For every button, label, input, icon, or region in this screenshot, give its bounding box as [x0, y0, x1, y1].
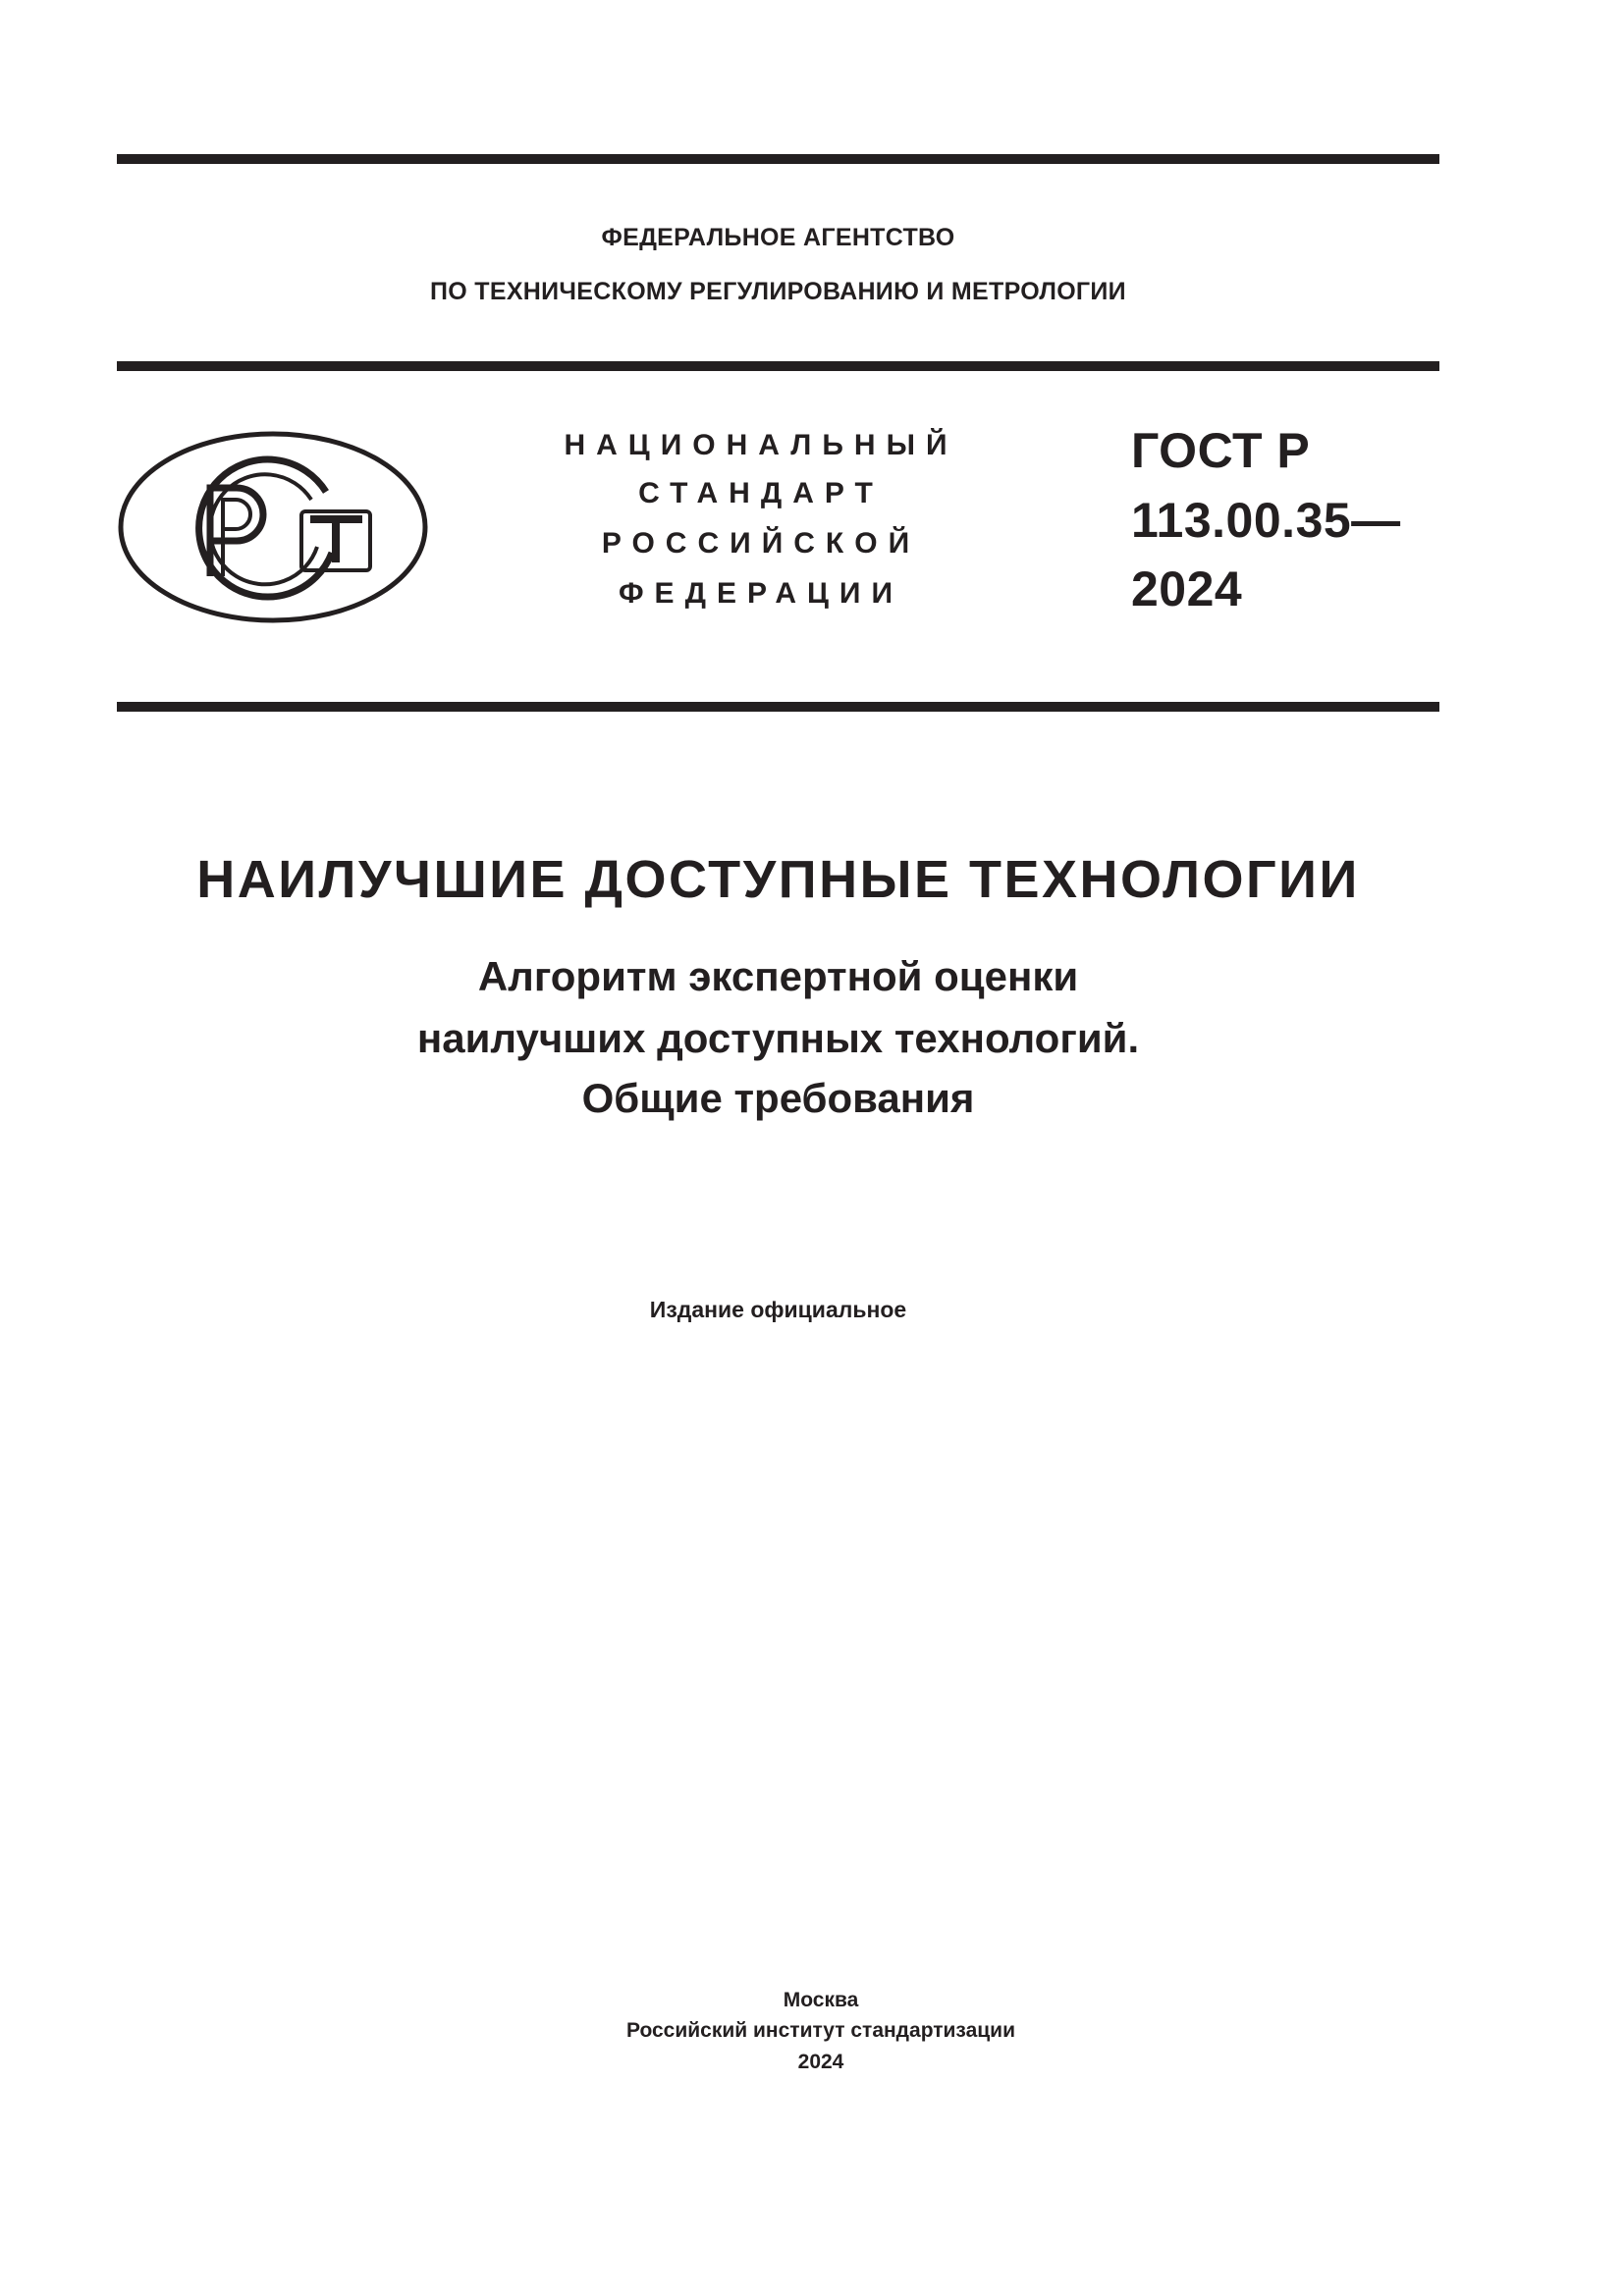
document-main-title: НАИЛУЧШИЕ ДОСТУПНЫЕ ТЕХНОЛОГИИ: [196, 850, 1360, 909]
rst-logo-icon: [117, 429, 429, 625]
edition-label: Издание официальное: [649, 1297, 907, 1322]
imprint-city: Москва: [783, 1989, 859, 2011]
title-rule: [117, 702, 1439, 712]
document-subtitle-line-1: Алгоритм экспертной оценки: [477, 953, 1079, 999]
document-subtitle-line-2: наилучших доступных технологий.: [416, 1015, 1140, 1061]
top-rule: [117, 154, 1439, 164]
national-standard-line-1: НАЦИОНАЛЬНЫЙ: [564, 429, 958, 461]
standard-designation-line-2: 113.00.35—: [1131, 493, 1401, 548]
standard-designation-line-3: 2024: [1131, 561, 1243, 616]
document-subtitle-line-3: Общие требования: [581, 1075, 975, 1121]
agency-name-line-2: ПО ТЕХНИЧЕСКОМУ РЕГУЛИРОВАНИЮ И МЕТРОЛОГИИ: [430, 278, 1126, 305]
header-rule: [117, 361, 1439, 371]
standard-designation-line-1: ГОСТ Р: [1131, 423, 1311, 478]
national-standard-line-4: ФЕДЕРАЦИИ: [618, 577, 904, 610]
imprint-publisher: Российский институт стандартизации: [625, 2019, 1016, 2042]
agency-name-line-1: ФЕДЕРАЛЬНОЕ АГЕНТСТВО: [601, 224, 955, 251]
national-standard-line-2: СТАНДАРТ: [638, 477, 884, 509]
national-standard-line-3: РОССИЙСКОЙ: [601, 527, 921, 560]
imprint-year: 2024: [797, 2051, 844, 2073]
